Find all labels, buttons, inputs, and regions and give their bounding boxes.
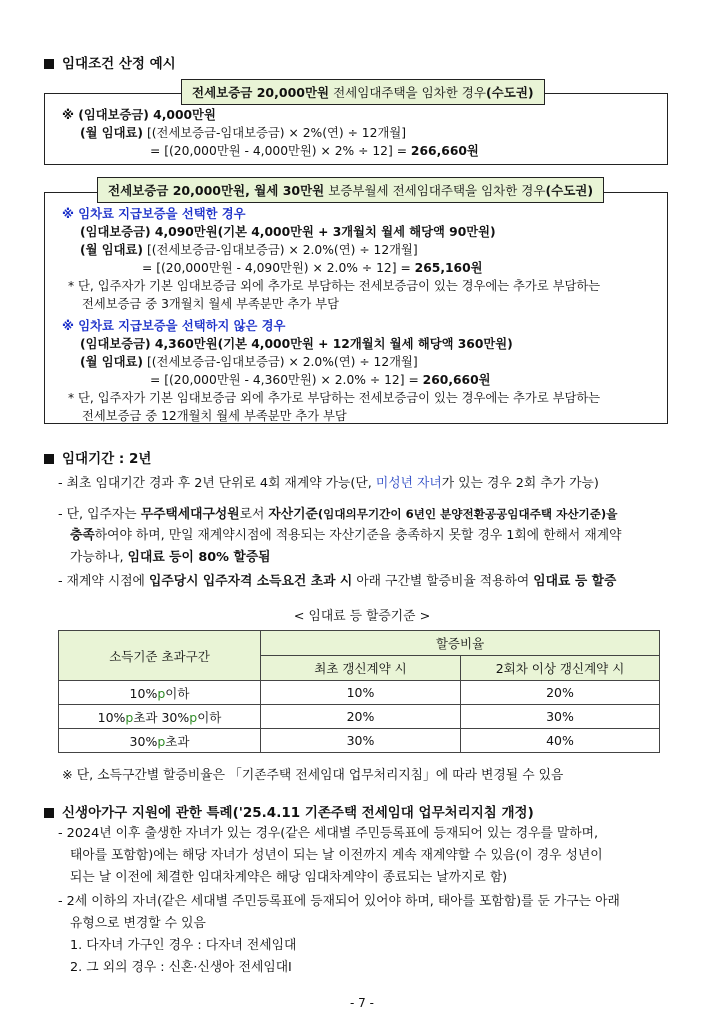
case-b-deposit: (임대보증금) 4,360만원(기본 4,000만원 + 12개월치 월세 해당액 360만원): [80, 337, 513, 351]
table-row: [59, 681, 660, 705]
square-bullet-icon: [44, 59, 54, 69]
newborn-para-1-line3: 되는 날 이전에 체결한 임대차계약은 해당 임대차계약이 종료되는 날까지로 함): [70, 870, 508, 885]
square-bullet-icon: [44, 454, 54, 464]
table-cell-range: 10%p이하: [59, 681, 261, 705]
case-a-rent-formula: (월 임대료) [(전세보증금-임대보증금) × 2.0%(연) ÷ 12개월]: [80, 243, 418, 257]
table-cell-range: 30%p초과: [59, 729, 261, 753]
table-cell: 10%: [261, 681, 461, 705]
page-number: - 7 -: [350, 996, 374, 1010]
newborn-option-2: 2. 그 외의 경우 : 신혼·신생아 전세임대Ⅰ: [70, 960, 292, 975]
table-row: [59, 705, 660, 729]
section-title-rental-example: 임대조건 산정 예시: [44, 52, 176, 72]
case-b-rent-result: = [(20,000만원 - 4,360만원) × 2.0% ÷ 12] = 260,660원: [150, 373, 491, 387]
lease-period-para-2-line3: 가능하나, 임대료 등이 80% 할증됨: [70, 550, 271, 565]
newborn-para-2-line1: - 2세 이하의 자녀(같은 세대별 주민등록표에 등재되어 있어야 하며, 태아를 포함함)를 둔 가구는 아래: [58, 894, 620, 909]
table-cell: 20%: [261, 705, 461, 729]
newborn-para-2-line2: 유형으로 변경할 수 있음: [70, 916, 206, 931]
table-cell: 30%: [261, 729, 461, 753]
surcharge-table-caption: < 임대료 등 할증기준 >: [293, 609, 431, 624]
section-title-newborn-special: 신생아가구 지원에 관한 특례('25.4.11 기존주택 전세임대 업무처리지침 개정): [44, 801, 534, 821]
example-box-monthly-rent-label: 전세보증금 20,000만원, 월세 30만원 보증부월세 전세임대주택을 임차한 경우(수도권): [97, 177, 604, 203]
section-title-lease-period: 임대기간 : 2년: [44, 447, 151, 467]
case-a-heading: ※ 임차료 지급보증을 선택한 경우: [62, 207, 246, 221]
lease-period-para-3: - 재계약 시점에 입주당시 입주자격 소득요건 초과 시 아래 구간별 할증비율 적용하여 임대료 등 할증: [58, 574, 617, 589]
box1-rent-result: = [(20,000만원 - 4,000만원) × 2% ÷ 12] = 266,660원: [150, 144, 479, 158]
case-a-rent-result: = [(20,000만원 - 4,090만원) × 2.0% ÷ 12] = 265,160원: [142, 261, 483, 275]
surcharge-table: [58, 630, 660, 753]
table-header-row: [59, 631, 660, 656]
table-subheader-first: 최초 갱신계약 시: [261, 656, 461, 681]
case-b-note-line1: * 단, 입주자가 기본 임대보증금 외에 추가로 부담하는 전세보증금이 있는 경우에는 추가로 부담하는: [68, 391, 601, 405]
case-b-note-line2: 전세보증금 중 12개월치 월세 부족분만 추가 부담: [82, 409, 347, 423]
case-a-note-line1: * 단, 입주자가 기본 임대보증금 외에 추가로 부담하는 전세보증금이 있는 경우에는 추가로 부담하는: [68, 279, 601, 293]
case-b-heading: ※ 임차료 지급보증을 선택하지 않은 경우: [62, 319, 286, 333]
newborn-para-1-line1: - 2024년 이후 출생한 자녀가 있는 경우(같은 세대별 주민등록표에 등재되어 있는 경우를 말하며,: [58, 826, 599, 841]
table-cell: 40%: [461, 729, 660, 753]
newborn-para-1-line2: 태아를 포함함)에는 해당 자녀가 성년이 되는 날 이전까지 계속 재계약할 수 있음(이 경우 성년이: [70, 848, 603, 863]
surcharge-note: ※ 단, 소득구간별 할증비율은 「기존주택 전세임대 업무처리지침」에 따라 변경될 수 있음: [62, 768, 564, 783]
table-cell: 20%: [461, 681, 660, 705]
lease-period-para-1: - 최초 임대기간 경과 후 2년 단위로 4회 재계약 가능(단, 미성년 자녀가 있는 경우 2회 추가 가능): [58, 476, 599, 491]
case-a-deposit: (임대보증금) 4,090만원(기본 4,000만원 + 3개월치 월세 해당액 90만원): [80, 225, 496, 239]
lease-period-para-2-line1: - 단, 입주자는 무주택세대구성원로서 자산기준(임대의무기간이 6년인 분양전환공공임대주택 자산기준)을: [58, 507, 618, 522]
newborn-option-1: 1. 다자녀 가구인 경우 : 다자녀 전세임대: [70, 938, 297, 953]
square-bullet-icon: [44, 808, 54, 818]
example-box-jeonse-label: 전세보증금 20,000만원 전세임대주택을 임차한 경우(수도권): [181, 79, 545, 105]
table-subheader-second: 2회차 이상 갱신계약 시: [461, 656, 660, 681]
case-b-rent-formula: (월 임대료) [(전세보증금-임대보증금) × 2.0%(연) ÷ 12개월]: [80, 355, 418, 369]
table-header-surcharge: 할증비율: [261, 631, 660, 656]
box1-rent-formula: (월 임대료) [(전세보증금-임대보증금) × 2%(연) ÷ 12개월]: [80, 126, 406, 140]
table-cell-range: 10%p초과 30%p이하: [59, 705, 261, 729]
lease-period-para-2-line2: 충족하여야 하며, 만일 재계약시점에 적용되는 자산기준을 충족하지 못할 경우 1회에 한해서 재계약: [70, 528, 622, 543]
case-a-note-line2: 전세보증금 중 3개월치 월세 부족분만 추가 부담: [82, 297, 339, 311]
table-row: [59, 729, 660, 753]
table-header-income: 소득기준 초과구간: [59, 631, 261, 681]
table-cell: 30%: [461, 705, 660, 729]
box1-deposit-line: ※ (임대보증금) 4,000만원: [62, 108, 216, 122]
